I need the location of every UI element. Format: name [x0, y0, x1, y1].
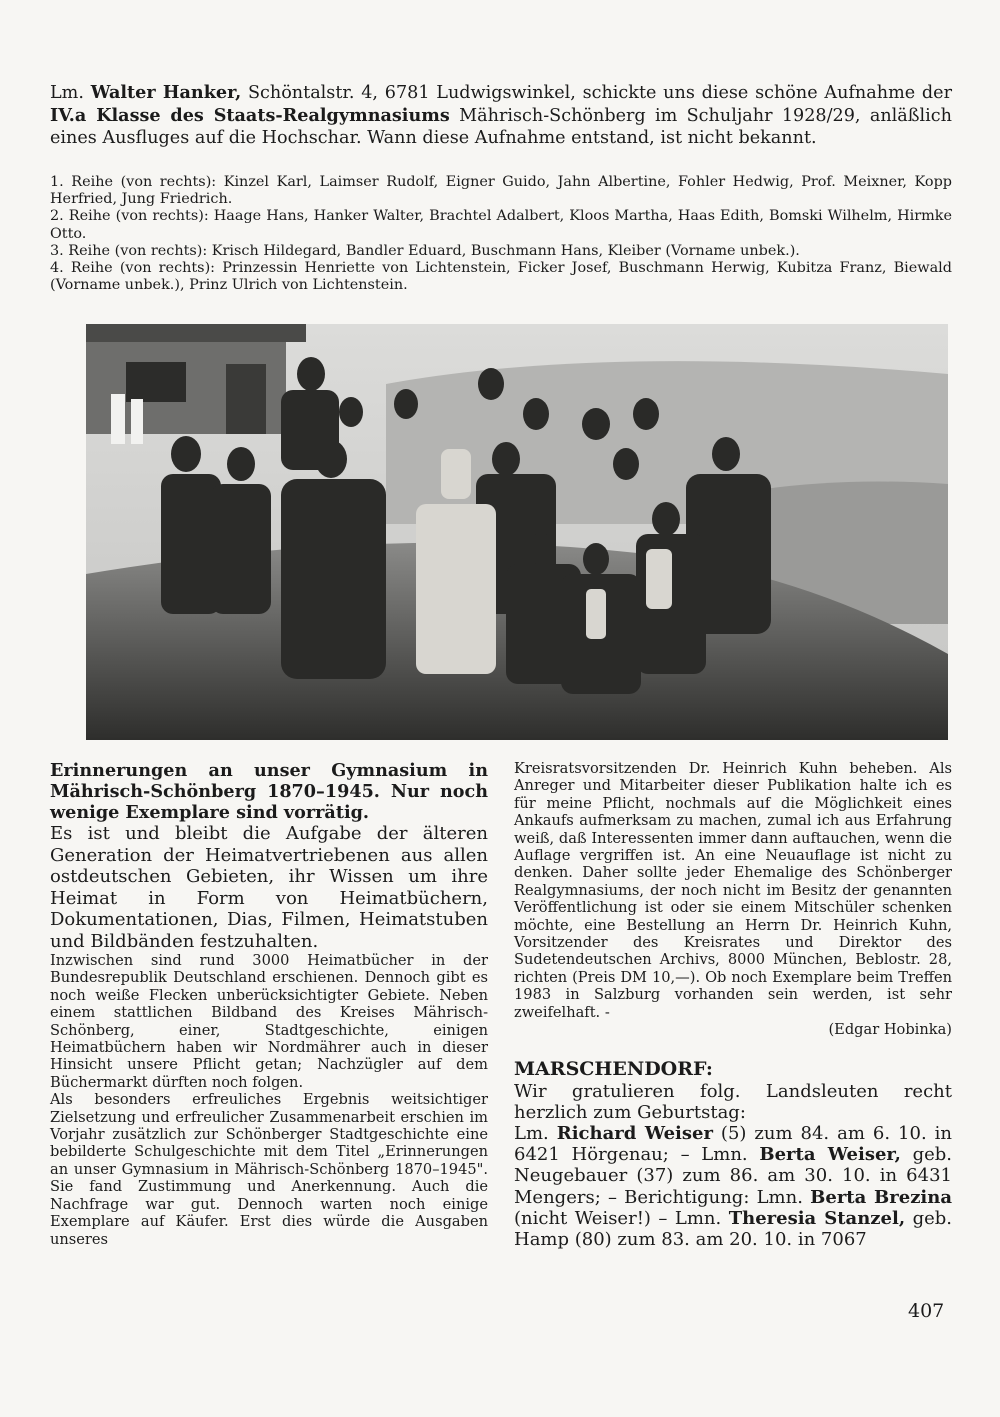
greet-text-2: (5) zum 84. am 6. 10. in 6421 Hörgenau; – Lmn. — [514, 1122, 953, 1166]
intro-class: IV.a Klasse des Staats-Realgymnasiums — [50, 104, 450, 126]
article-body-2: Als besonders erfreuliches Ergebnis weitsichtiger Zielsetzung und erfreulicher Zusammenarbeit erschien im Vorjahr zusätzlich zur Schönberger Stadtgeschichte eine bebilderte Schulgeschichte mit dem Titel „Erinnerungen an unser Gymnasium in Mährisch-Schönberg 1870–1945". Sie fand Zustimmung und Anerkennung. Auch die Nachfrage war gut. Dennoch warten noch einige Exemplare auf Käufer. Erst dies würde die Ausgaben unseres — [50, 1091, 488, 1248]
caption-row-1: 1. Reihe (von rechts): Kinzel Karl, Laimser Rudolf, Eigner Guido, Jahn Albertine, Fohler Hedwig, Prof. Meixner, Kopp Herfried, Jung Friedrich. — [50, 174, 952, 208]
intro-name: Walter Hanker, — [90, 82, 242, 103]
greet-name-3: Berta Brezina — [810, 1186, 952, 1208]
greet-name-1: Richard Weiser — [556, 1122, 713, 1144]
article-body-1: Inzwischen sind rund 3000 Heimatbücher in der Bundesrepublik Deutschland erschienen. Dennoch gibt es noch weiße Flecken unberücksichtigter Gebiete. Neben einem stattlichen Bildband des Kreises Mährisch-Schönberg, einer, Stadtgeschichte, einigen Heimatbüchern haben wir Nordmährer auch in dieser Hinsicht unsere Pflicht getan; Nachzügler auf dem Büchermarkt dürften noch folgen. — [50, 952, 488, 1091]
intro-text-2: Schöntalstr. 4, 6781 Ludwigswinkel, schickte uns diese schöne Aufnahme der — [241, 83, 953, 103]
section-title-marschendorf: MARSCHENDORF: — [514, 1057, 713, 1080]
article-body-3: Kreisratsvorsitzenden Dr. Heinrich Kuhn beheben. Als Anreger und Mitarbeiter dieser Publikation halte ich es für meine Pflicht, nochmals auf die Möglichkeit eines Ankaufs aufmerksam zu machen, zumal ich aus Erfahrung weiß, daß Interessenten immer dann auftauchen, wenn die Auflage vergriffen ist. An eine Neuauflage ist nicht zu denken. Daher sollte jeder Ehemalige des Schönberger Realgymnasiums, der noch nicht im Besitz der genannten Veröffentlichung ist oder sie einem Mitschüler schenken möchte, eine Bestellung an Herrn Dr. Heinrich Kuhn, Vorsitzender des Kreisrates und Direktor des Sudetendeutschen Archivs, 8000 München, Beblostr. 28, richten (Preis DM 10,—). Ob noch Exemplare beim Treffen 1983 in Salzburg vorhanden sein werden, ist sehr zweifelhaft. - — [514, 760, 952, 1021]
photo-caption-rows — [50, 174, 952, 294]
caption-row-4: 4. Reihe (von rechts): Prinzessin Henriette von Lichtenstein, Ficker Josef, Buschmann Herwig, Kubitza Franz, Biewald (Vorname unbek.), Prinz Ulrich von Lichtenstein. — [50, 260, 952, 294]
article-left-column — [50, 760, 488, 1248]
greeting-intro: Wir gratulieren folg. Landsleuten recht herzlich zum Geburtstag: — [514, 1080, 952, 1123]
greet-name-2: Berta Weiser, — [759, 1144, 901, 1166]
article-lead: Es ist und bleibt die Aufgabe der älteren Generation der Heimatvertriebenen aus allen ostdeutschen Gebieten, ihr Wissen um ihre Heimat in Form von Heimatbüchern, Dokumentationen, Dias, Filmen, Heimatstuben und Bildbänden festzuhalten. — [50, 823, 488, 952]
greeting-list — [514, 1123, 952, 1250]
greet-text-1: Lm. — [514, 1122, 557, 1144]
intro-text-1: Lm. — [50, 83, 91, 103]
group-photo-image — [86, 324, 948, 740]
greet-name-4: Theresia Stanzel, — [728, 1207, 906, 1229]
caption-row-2: 2. Reihe (von rechts): Haage Hans, Hanker Walter, Brachtel Adalbert, Kloos Martha, Haas Edith, Bomski Wilhelm, Hirmke Otto. — [50, 208, 952, 242]
greet-text-4: (nicht Weiser!) – Lmn. — [514, 1207, 729, 1229]
article-headline: Erinnerungen an unser Gymnasium in Mährisch-Schönberg 1870–1945. Nur noch wenige Exemplare sind vorrätig. — [50, 760, 488, 823]
intro-text-3: Mährisch-Schönberg im Schuljahr 1928/29, anläßlich eines Ausfluges auf die Hochschar. Wann diese Aufnahme entstand, ist nicht bekannt. — [50, 105, 952, 148]
page-number: 407 — [908, 1300, 945, 1322]
intro-paragraph — [50, 82, 952, 150]
article-signature: (Edgar Hobinka) — [828, 1021, 952, 1039]
greet-text-3: geb. Neugebauer (37) zum 86. am 30. 10. in 6431 Mengers; – Berichtigung: Lmn. — [514, 1144, 952, 1208]
greet-text-5: geb. Hamp (80) zum 83. am 20. 10. in 7067 — [514, 1207, 952, 1250]
class-group-photo — [86, 324, 948, 740]
caption-row-3: 3. Reihe (von rechts): Krisch Hildegard, Bandler Eduard, Buschmann Hans, Kleiber (Vorname unbek.). — [50, 242, 800, 259]
article-right-column — [514, 760, 952, 1250]
